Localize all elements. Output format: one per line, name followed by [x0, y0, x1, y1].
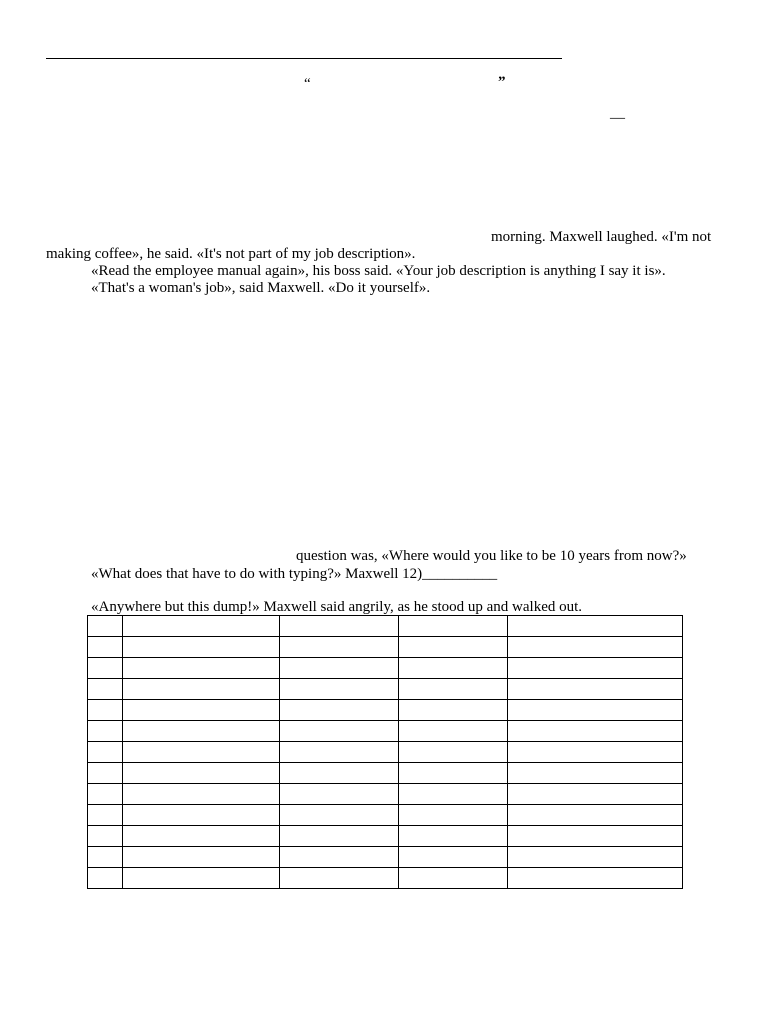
table-cell	[508, 805, 683, 826]
table-cell	[123, 679, 280, 700]
dash-mark: —	[610, 110, 625, 126]
table-cell	[123, 700, 280, 721]
table-cell	[88, 721, 123, 742]
table-cell	[280, 742, 399, 763]
table-cell	[88, 826, 123, 847]
table-cell	[280, 763, 399, 784]
text-line-read-manual: «Read the employee manual again», his boss said. «Your job description is anything I say it is».	[91, 263, 666, 279]
table-cell	[123, 721, 280, 742]
table-cell	[280, 784, 399, 805]
table-cell	[280, 805, 399, 826]
table-cell	[123, 784, 280, 805]
table-cell	[123, 763, 280, 784]
table-cell	[508, 616, 683, 637]
table-row	[88, 616, 683, 637]
table-cell	[399, 805, 508, 826]
table-row	[88, 721, 683, 742]
table-cell	[123, 616, 280, 637]
table-cell	[508, 658, 683, 679]
table-cell	[508, 721, 683, 742]
table-row	[88, 658, 683, 679]
table-cell	[88, 679, 123, 700]
table-cell	[88, 763, 123, 784]
table-cell	[399, 868, 508, 889]
table-cell	[280, 700, 399, 721]
table-row	[88, 847, 683, 868]
table-cell	[280, 658, 399, 679]
table-cell	[88, 658, 123, 679]
answer-grid-body	[88, 616, 683, 889]
table-cell	[399, 700, 508, 721]
opening-quote-mark: “	[304, 76, 311, 92]
table-cell	[280, 721, 399, 742]
table-cell	[399, 616, 508, 637]
table-cell	[508, 868, 683, 889]
table-cell	[88, 742, 123, 763]
table-cell	[88, 700, 123, 721]
table-cell	[280, 637, 399, 658]
closing-quote-mark: ”	[498, 74, 506, 90]
table-cell	[280, 847, 399, 868]
table-cell	[88, 784, 123, 805]
table-cell	[508, 847, 683, 868]
table-row	[88, 826, 683, 847]
table-cell	[88, 637, 123, 658]
table-cell	[280, 826, 399, 847]
table-cell	[280, 868, 399, 889]
table-row	[88, 700, 683, 721]
table-cell	[88, 616, 123, 637]
table-cell	[508, 700, 683, 721]
table-row	[88, 784, 683, 805]
table-cell	[399, 637, 508, 658]
table-cell	[508, 679, 683, 700]
table-row	[88, 742, 683, 763]
table-cell	[399, 721, 508, 742]
table-row	[88, 868, 683, 889]
table-cell	[399, 763, 508, 784]
text-line-anywhere: «Anywhere but this dump!» Maxwell said angrily, as he stood up and walked out.	[91, 599, 583, 615]
table-cell	[399, 847, 508, 868]
table-cell	[88, 868, 123, 889]
table-row	[88, 679, 683, 700]
title-underline	[46, 58, 562, 59]
text-line-morning: morning. Maxwell laughed. «I'm not	[491, 229, 712, 245]
text-line-typing: «What does that have to do with typing?» Maxwell 12)__________	[91, 566, 498, 582]
text-line-question: question was, «Where would you like to be 10 years from now?»	[296, 548, 687, 564]
table-cell	[88, 805, 123, 826]
table-cell	[399, 742, 508, 763]
table-cell	[88, 847, 123, 868]
table-cell	[123, 637, 280, 658]
table-cell	[399, 679, 508, 700]
table-cell	[399, 658, 508, 679]
table-cell	[399, 784, 508, 805]
table-cell	[123, 868, 280, 889]
table-cell	[280, 616, 399, 637]
table-cell	[508, 826, 683, 847]
table-cell	[508, 784, 683, 805]
table-cell	[399, 826, 508, 847]
table-cell	[123, 742, 280, 763]
table-cell	[508, 742, 683, 763]
table-cell	[123, 658, 280, 679]
table-cell	[123, 805, 280, 826]
table-cell	[508, 763, 683, 784]
table-cell	[280, 679, 399, 700]
table-row	[88, 637, 683, 658]
table-cell	[508, 637, 683, 658]
answer-grid-table	[87, 615, 683, 889]
table-row	[88, 805, 683, 826]
table-row	[88, 763, 683, 784]
table-cell	[123, 826, 280, 847]
text-line-womans-job: «That's a woman's job», said Maxwell. «Do it yourself».	[91, 280, 431, 296]
table-cell	[123, 847, 280, 868]
text-line-making-coffee: making coffee», he said. «It's not part of my job description».	[46, 246, 416, 262]
